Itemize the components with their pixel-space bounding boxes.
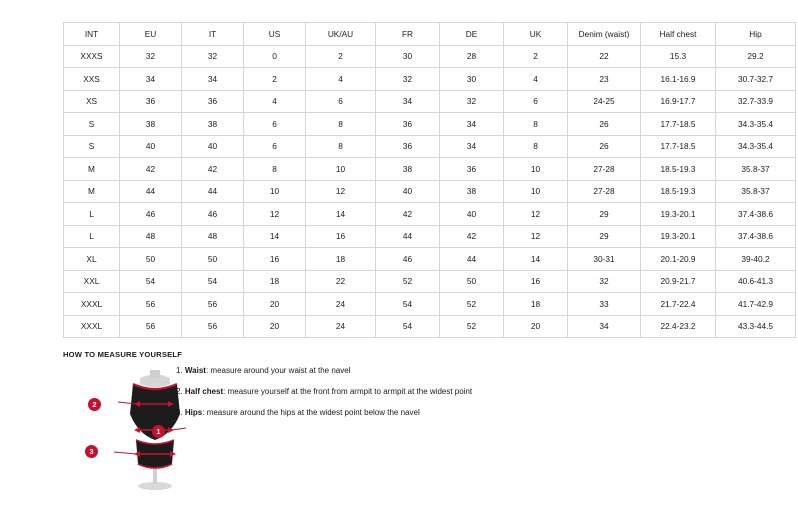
cell: 38 xyxy=(120,113,182,136)
column-header: IT xyxy=(182,23,244,46)
cell: 18 xyxy=(504,293,568,316)
measure-steps xyxy=(176,366,596,429)
marker-waist: 1 xyxy=(152,425,165,438)
step-term: Half chest xyxy=(184,387,224,396)
table-row xyxy=(64,113,796,136)
cell: 38 xyxy=(440,180,504,203)
cell: 34 xyxy=(376,90,440,113)
cell: 54 xyxy=(120,270,182,293)
cell: 12 xyxy=(504,225,568,248)
cell: 40 xyxy=(376,180,440,203)
cell: 8 xyxy=(504,113,568,136)
cell: 6 xyxy=(306,90,376,113)
cell: 54 xyxy=(182,270,244,293)
cell: 48 xyxy=(120,225,182,248)
step-number: 3. xyxy=(176,408,183,417)
cell: 52 xyxy=(376,270,440,293)
cell: 34 xyxy=(182,68,244,91)
table-header-row xyxy=(64,23,796,46)
cell: 16 xyxy=(306,225,376,248)
cell: 56 xyxy=(182,293,244,316)
cell: 16.1-16.9 xyxy=(641,68,716,91)
cell: 38 xyxy=(376,158,440,181)
cell: 36 xyxy=(376,113,440,136)
how-to-measure-title: HOW TO MEASURE YOURSELF xyxy=(63,350,183,359)
step-number: 1. xyxy=(176,366,183,375)
cell: 8 xyxy=(504,135,568,158)
cell: 14 xyxy=(504,248,568,271)
cell: 8 xyxy=(306,135,376,158)
cell: 41.7-42.9 xyxy=(716,293,796,316)
cell: M xyxy=(64,180,120,203)
cell: 14 xyxy=(306,203,376,226)
cell: 24 xyxy=(306,293,376,316)
column-header: Denim (waist) xyxy=(568,23,641,46)
size-chart-container xyxy=(63,22,774,338)
cell: 8 xyxy=(306,113,376,136)
cell: 17.7-18.5 xyxy=(641,135,716,158)
cell: 36 xyxy=(182,90,244,113)
cell: 32 xyxy=(182,45,244,68)
table-row xyxy=(64,158,796,181)
cell: 8 xyxy=(244,158,306,181)
cell: 4 xyxy=(244,90,306,113)
cell: 18 xyxy=(306,248,376,271)
cell: 12 xyxy=(244,203,306,226)
cell: 38 xyxy=(182,113,244,136)
cell: 54 xyxy=(376,315,440,338)
cell: 29 xyxy=(568,225,641,248)
cell: XL xyxy=(64,248,120,271)
column-header: Hip xyxy=(716,23,796,46)
cell: 12 xyxy=(306,180,376,203)
cell: 16.9-17.7 xyxy=(641,90,716,113)
size-chart-table xyxy=(63,22,796,338)
cell: 18.5-19.3 xyxy=(641,158,716,181)
table-row xyxy=(64,293,796,316)
cell: 42 xyxy=(120,158,182,181)
cell: 10 xyxy=(306,158,376,181)
cell: 22 xyxy=(306,270,376,293)
cell: 34.3-35.4 xyxy=(716,113,796,136)
cell: 34 xyxy=(568,315,641,338)
table-row xyxy=(64,315,796,338)
cell: 4 xyxy=(504,68,568,91)
cell: 18.5-19.3 xyxy=(641,180,716,203)
cell: 14 xyxy=(244,225,306,248)
cell: XS xyxy=(64,90,120,113)
cell: 36 xyxy=(120,90,182,113)
cell: 50 xyxy=(440,270,504,293)
cell: 46 xyxy=(120,203,182,226)
column-header: INT xyxy=(64,23,120,46)
cell: 37.4-38.6 xyxy=(716,225,796,248)
column-header: UK xyxy=(504,23,568,46)
cell: 10 xyxy=(504,180,568,203)
step-text: : measure around the hips at the widest point below the navel xyxy=(202,408,420,417)
cell: 32 xyxy=(568,270,641,293)
step-text: : measure around your waist at the navel xyxy=(205,366,351,375)
cell: 34.3-35.4 xyxy=(716,135,796,158)
cell: 20.9-21.7 xyxy=(641,270,716,293)
cell: 34 xyxy=(120,68,182,91)
cell: 36 xyxy=(440,158,504,181)
column-header: UK/AU xyxy=(306,23,376,46)
cell: 32 xyxy=(376,68,440,91)
cell: 20 xyxy=(244,293,306,316)
cell: 22 xyxy=(568,45,641,68)
list-item xyxy=(176,387,596,397)
list-item xyxy=(176,366,596,376)
cell: 44 xyxy=(376,225,440,248)
cell: 46 xyxy=(182,203,244,226)
cell: 32 xyxy=(440,90,504,113)
cell: 20 xyxy=(244,315,306,338)
cell: 37.4-38.6 xyxy=(716,203,796,226)
cell: 39-40.2 xyxy=(716,248,796,271)
cell: 10 xyxy=(504,158,568,181)
marker-half-chest: 2 xyxy=(88,398,101,411)
cell: 18 xyxy=(244,270,306,293)
table-row xyxy=(64,68,796,91)
step-term: Hips xyxy=(184,408,203,417)
table-row xyxy=(64,135,796,158)
cell: 2 xyxy=(306,45,376,68)
cell: 30 xyxy=(376,45,440,68)
step-number: 2. xyxy=(176,387,183,396)
cell: 22.4-23.2 xyxy=(641,315,716,338)
cell: 10 xyxy=(244,180,306,203)
cell: S xyxy=(64,113,120,136)
table-row xyxy=(64,90,796,113)
cell: 50 xyxy=(120,248,182,271)
cell: 52 xyxy=(440,293,504,316)
cell: 27-28 xyxy=(568,158,641,181)
cell: 0 xyxy=(244,45,306,68)
cell: 30.7-32.7 xyxy=(716,68,796,91)
table-row xyxy=(64,203,796,226)
cell: L xyxy=(64,203,120,226)
step-text: : measure yourself at the front from armpit to armpit at the widest point xyxy=(223,387,473,396)
cell: 54 xyxy=(376,293,440,316)
cell: 27-28 xyxy=(568,180,641,203)
cell: 32 xyxy=(120,45,182,68)
cell: 52 xyxy=(440,315,504,338)
cell: 42 xyxy=(376,203,440,226)
cell: 40 xyxy=(440,203,504,226)
cell: 46 xyxy=(376,248,440,271)
cell: 32.7-33.9 xyxy=(716,90,796,113)
cell: 44 xyxy=(120,180,182,203)
cell: 35.8-37 xyxy=(716,158,796,181)
cell: 35.8-37 xyxy=(716,180,796,203)
cell: 44 xyxy=(182,180,244,203)
step-term: Waist xyxy=(184,366,206,375)
cell: 26 xyxy=(568,135,641,158)
column-header: Half chest xyxy=(641,23,716,46)
cell: 30 xyxy=(440,68,504,91)
cell: 29 xyxy=(568,203,641,226)
cell: 19.3-20.1 xyxy=(641,225,716,248)
cell: 28 xyxy=(440,45,504,68)
cell: 33 xyxy=(568,293,641,316)
cell: 20 xyxy=(504,315,568,338)
cell: 21.7-22.4 xyxy=(641,293,716,316)
table-row xyxy=(64,45,796,68)
cell: 2 xyxy=(244,68,306,91)
cell: 20.1-20.9 xyxy=(641,248,716,271)
cell: 42 xyxy=(182,158,244,181)
cell: 48 xyxy=(182,225,244,248)
cell: 34 xyxy=(440,113,504,136)
cell: XXXS xyxy=(64,45,120,68)
cell: XXS xyxy=(64,68,120,91)
cell: 2 xyxy=(504,45,568,68)
cell: 4 xyxy=(306,68,376,91)
column-header: DE xyxy=(440,23,504,46)
cell: M xyxy=(64,158,120,181)
cell: 56 xyxy=(120,293,182,316)
column-header: EU xyxy=(120,23,182,46)
cell: L xyxy=(64,225,120,248)
marker-hips: 3 xyxy=(85,445,98,458)
table-row xyxy=(64,248,796,271)
cell: 29.2 xyxy=(716,45,796,68)
cell: 16 xyxy=(504,270,568,293)
cell: 36 xyxy=(376,135,440,158)
table-row xyxy=(64,180,796,203)
cell: 19.3-20.1 xyxy=(641,203,716,226)
cell: 56 xyxy=(182,315,244,338)
cell: 16 xyxy=(244,248,306,271)
column-header: US xyxy=(244,23,306,46)
cell: XXXL xyxy=(64,293,120,316)
cell: 42 xyxy=(440,225,504,248)
cell: 26 xyxy=(568,113,641,136)
cell: 44 xyxy=(440,248,504,271)
cell: 40 xyxy=(182,135,244,158)
list-item xyxy=(176,408,596,418)
cell: 17.7-18.5 xyxy=(641,113,716,136)
cell: 43.3-44.5 xyxy=(716,315,796,338)
cell: 30-31 xyxy=(568,248,641,271)
cell: 56 xyxy=(120,315,182,338)
cell: S xyxy=(64,135,120,158)
cell: 40.6-41.3 xyxy=(716,270,796,293)
cell: 12 xyxy=(504,203,568,226)
cell: XXXL xyxy=(64,315,120,338)
table-row xyxy=(64,225,796,248)
column-header: FR xyxy=(376,23,440,46)
cell: 50 xyxy=(182,248,244,271)
cell: 24 xyxy=(306,315,376,338)
table-row xyxy=(64,270,796,293)
cell: 6 xyxy=(504,90,568,113)
cell: 23 xyxy=(568,68,641,91)
cell: 40 xyxy=(120,135,182,158)
cell: 24-25 xyxy=(568,90,641,113)
cell: 6 xyxy=(244,113,306,136)
cell: 6 xyxy=(244,135,306,158)
cell: 34 xyxy=(440,135,504,158)
cell: XXL xyxy=(64,270,120,293)
cell: 15.3 xyxy=(641,45,716,68)
